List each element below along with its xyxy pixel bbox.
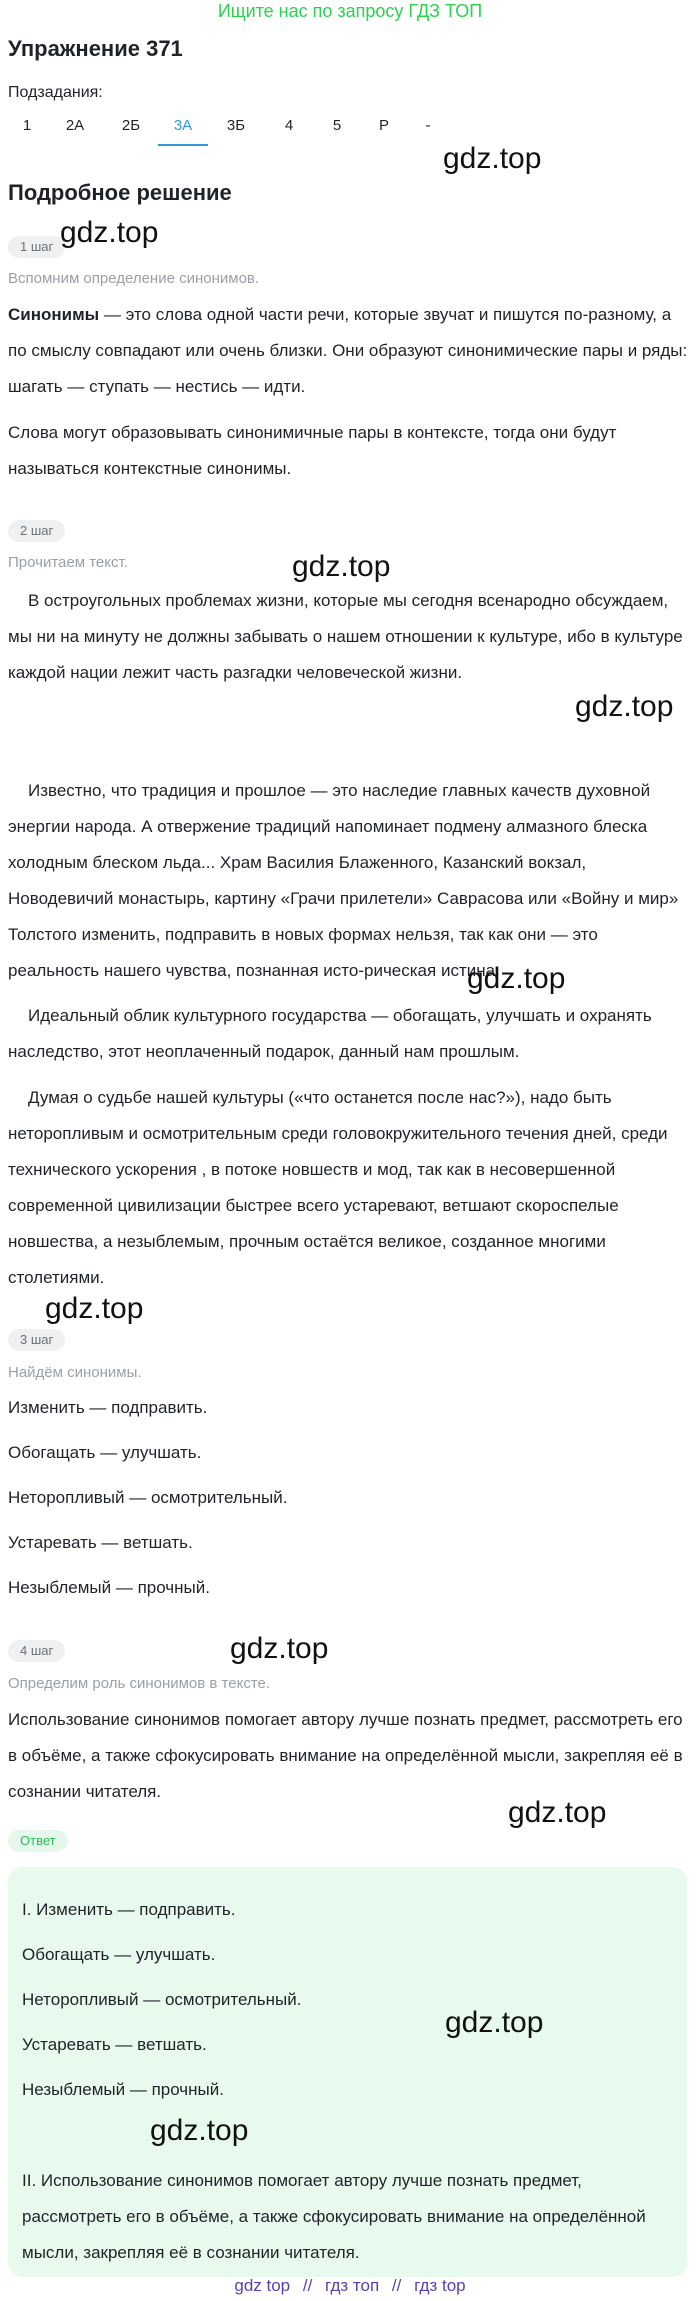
text-paragraph-1: В остроугольных проблемах жизни, которые мы сегодня всенародно обсуждаем, мы ни на минуту не должны забывать о нашем отношении к культуре, ибо в культуре каждой нации лежит часть разгадки человеческой жизни. xyxy=(8,591,683,682)
watermark: gdz.top xyxy=(445,2006,544,2039)
text-paragraph-4: Думая о судьбе нашей культуры («что останется после нас?»), надо быть неторопливым и осмотрительным среди головокружительного течения дней, среди технического ускорения , в потоке новшеств и мод, так как в несовершенной современной цивилизации быстрее всего устаревают, ветшают скороспелые новшества, а незыблемым, прочным остаётся великое, созданное многими столетиями. xyxy=(8,1088,668,1287)
footer-link-gdz-top[interactable]: gdz top xyxy=(234,2276,291,2295)
step-caption: Найдём синонимы. xyxy=(8,1364,142,1381)
subtasks-label: Подзадания: xyxy=(8,84,103,101)
watermark: gdz.top xyxy=(575,690,674,723)
answer-line: Незыблемый — прочный. xyxy=(22,2080,224,2099)
synonym-pair: Устаревать — ветшать. xyxy=(8,1533,193,1552)
watermark: gdz.top xyxy=(443,142,542,175)
top-banner: Ищите нас по запросу ГДЗ ТОП xyxy=(217,1,483,21)
step-caption: Прочитаем текст. xyxy=(8,554,128,571)
answer-line: Обогащать — улучшать. xyxy=(22,1945,216,1964)
tab-5[interactable]: 5 xyxy=(332,117,342,134)
step-caption: Определим роль синонимов в тексте. xyxy=(8,1675,271,1692)
watermark: gdz.top xyxy=(230,1632,329,1665)
page-title: Упражнение 371 xyxy=(8,36,183,61)
footer-separator: // xyxy=(391,2276,402,2295)
tab-2a[interactable]: 2А xyxy=(65,117,85,134)
watermark: gdz.top xyxy=(60,216,159,249)
step-badge: 3 шаг xyxy=(8,1329,65,1351)
tab-3a[interactable]: 3А xyxy=(158,108,208,146)
synonym-definition xyxy=(8,297,688,405)
synonym-role-text: Использование синонимов помогает автору лучше познать предмет, рассмотреть его в объёме, а также сфокусировать внимание на определённой мысли, закрепляя её в сознании читателя. xyxy=(8,1710,683,1801)
watermark: gdz.top xyxy=(292,550,391,583)
footer-link-gdz-top-ru[interactable]: гдз топ xyxy=(325,2276,380,2295)
tab-r[interactable]: Р xyxy=(378,117,389,134)
synonym-pair: Неторопливый — осмотрительный. xyxy=(8,1488,288,1507)
watermark: gdz.top xyxy=(467,962,566,995)
footer-link-gdz-top-mixed[interactable]: гдз top xyxy=(414,2276,466,2295)
step-badge: 2 шаг xyxy=(8,520,65,542)
watermark: gdz.top xyxy=(150,2114,249,2147)
text-paragraph-3: Идеальный облик культурного государства — обогащать, улучшать и охранять наследство, этот неоплаченный подарок, данный нам прошлым. xyxy=(8,1006,652,1061)
subtask-tabs xyxy=(8,108,448,146)
answer-line: Неторопливый — осмотрительный. xyxy=(22,1990,302,2009)
answer-part-2: II. Использование синонимов помогает автору лучше познать предмет, рассмотреть его в объёме, а также сфокусировать внимание на определённой мысли, закрепляя её в сознании читателя. xyxy=(22,2171,646,2262)
solution-heading: Подробное решение xyxy=(8,180,232,205)
synonym-pair: Изменить — подправить. xyxy=(8,1398,208,1417)
term-synonyms: Синонимы xyxy=(8,305,100,324)
answer-line: Устаревать — ветшать. xyxy=(22,2035,207,2054)
footer-links xyxy=(0,2276,700,2296)
text-paragraph-2: Известно, что традиция и прошлое — это наследие главных качеств духовной энергии народа. А отвержение традиций напоминает подмену алмазного блеска холодным блеском льда... Храм Василия Блаженного, Казанский вокзал, Новодевичий монастырь, картину «Грачи прилетели» Саврасова или «Войну и мир» Толстого изменить, подправить в новых формах нельзя, так как они — это реальность нашего чувства, познанная исто-рическая истина. xyxy=(8,781,679,980)
context-synonyms-text: Слова могут образовывать синонимичные пары в контексте, тогда они будут называться контекстные синонимы. xyxy=(8,423,617,478)
step-caption: Вспомним определение синонимов. xyxy=(8,270,260,287)
tab-1[interactable]: 1 xyxy=(22,117,32,134)
tab-dash[interactable]: - xyxy=(425,117,431,134)
answer-line: I. Изменить — подправить. xyxy=(22,1900,236,1919)
synonym-pair: Обогащать — улучшать. xyxy=(8,1443,202,1462)
footer-separator: // xyxy=(302,2276,313,2295)
synonym-pair: Незыблемый — прочный. xyxy=(8,1578,210,1597)
definition-text: — это слова одной части речи, которые звучат и пишутся по-разному, а по смыслу совпадают или очень близки. Они образуют синонимические пары и ряды: шагать — ступать — нестись — идти. xyxy=(8,305,688,396)
watermark: gdz.top xyxy=(45,1292,144,1325)
step-badge: 4 шаг xyxy=(8,1640,65,1662)
tab-3b[interactable]: 3Б xyxy=(226,117,246,134)
tab-4[interactable]: 4 xyxy=(284,117,294,134)
answer-badge: Ответ xyxy=(8,1830,68,1852)
watermark: gdz.top xyxy=(508,1796,607,1829)
tab-2b[interactable]: 2Б xyxy=(121,117,141,134)
step-badge: 1 шаг xyxy=(8,236,65,258)
